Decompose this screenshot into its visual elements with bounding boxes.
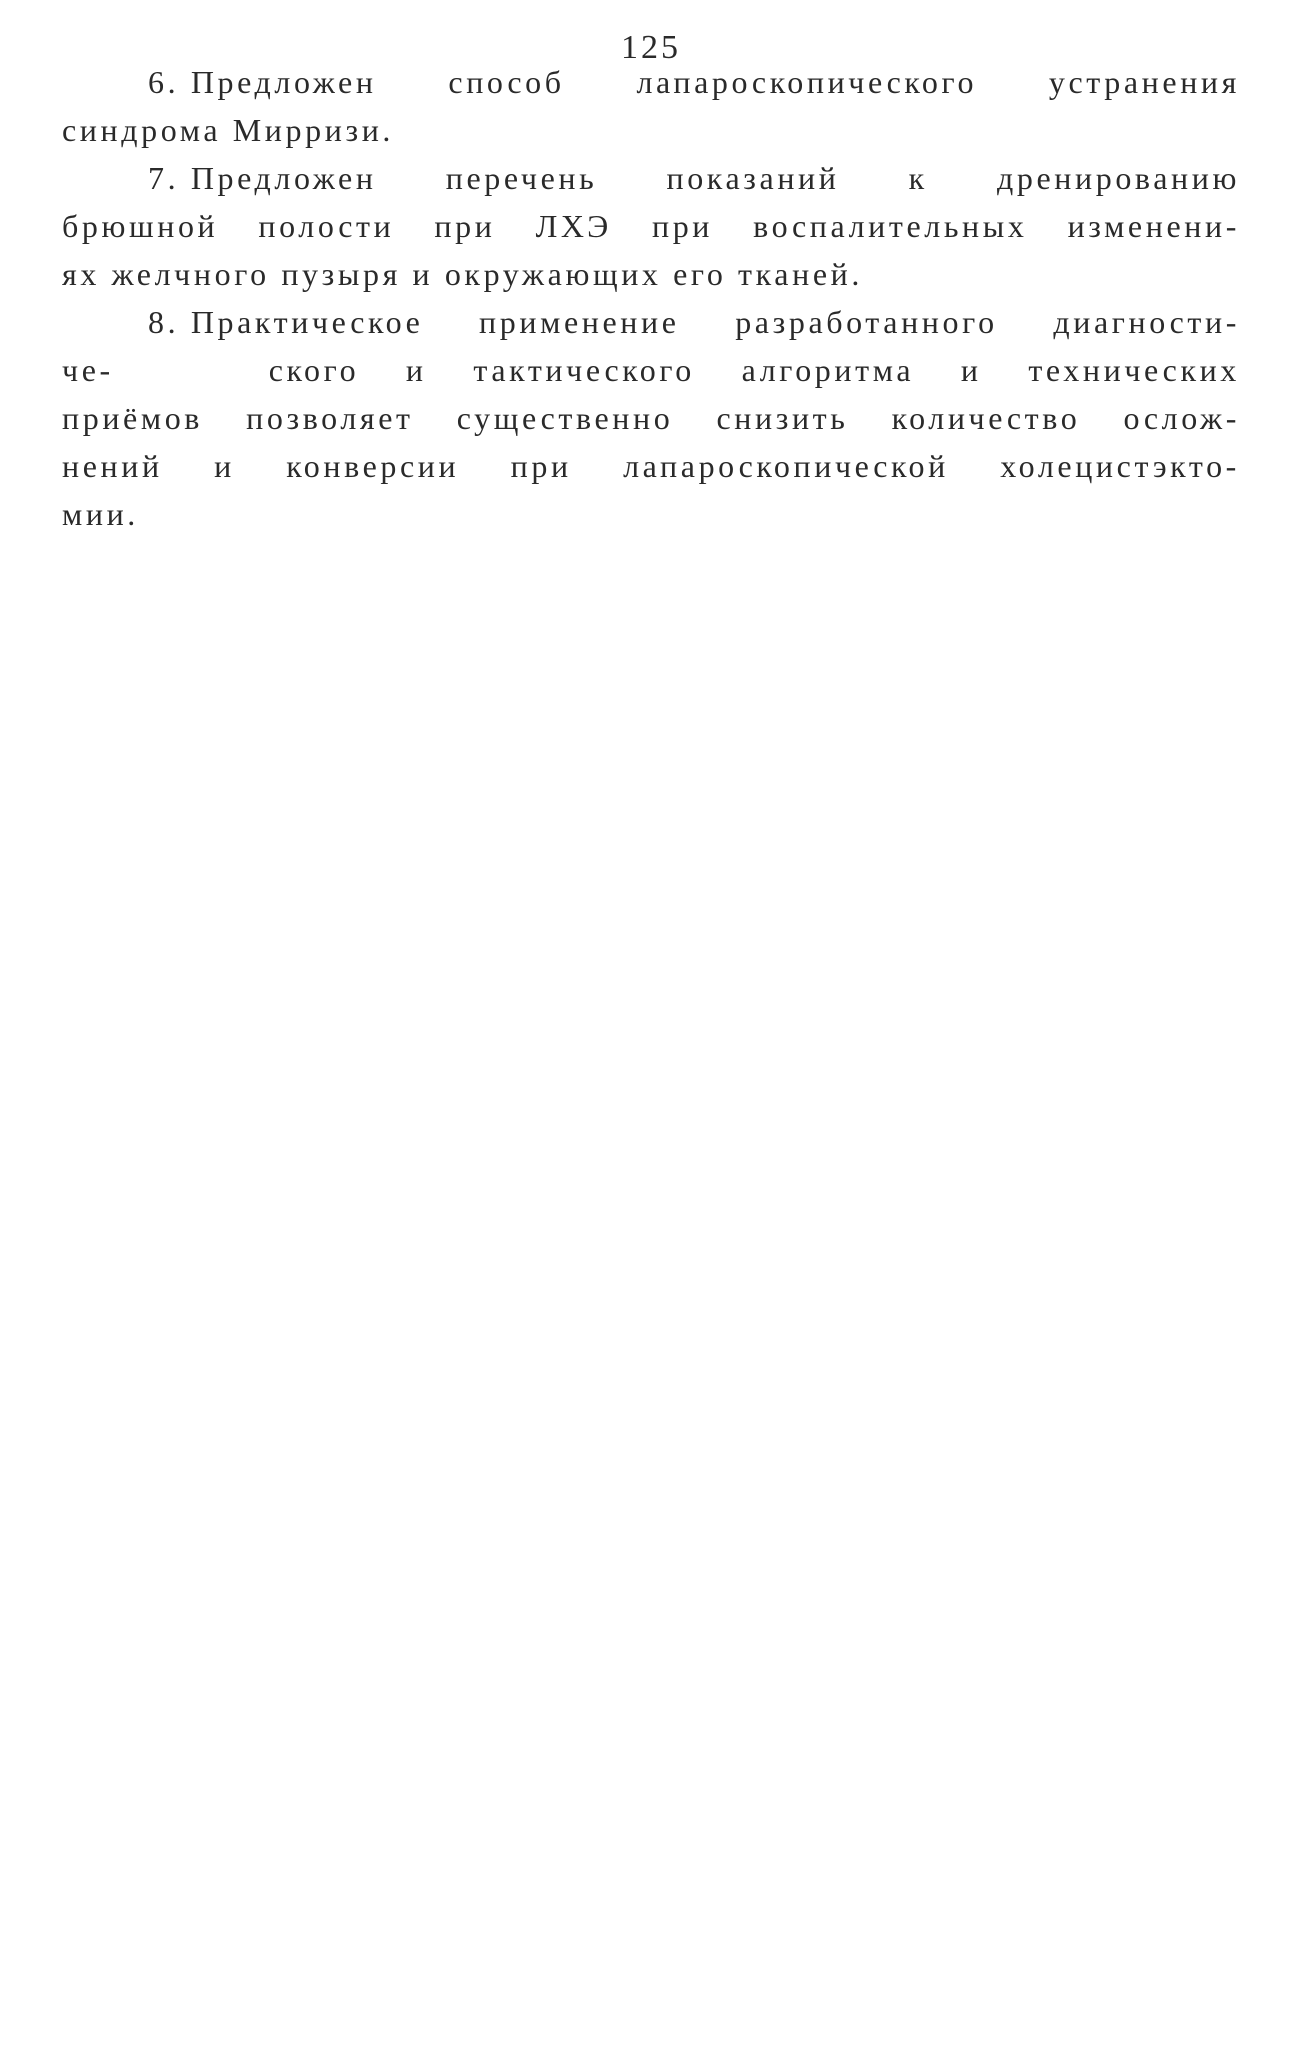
item-7-text: 7. Предложен [148,160,377,196]
word: алгоритма [741,352,915,388]
word: показаний [666,160,840,196]
word: ского [268,352,360,388]
text-run: синдрома Мирризи. [62,112,395,148]
item-8-line-3 [62,396,1240,440]
word: холецистэкто- [1000,448,1240,484]
item-7-line-1 [148,156,1240,200]
word: дренированию [997,160,1240,196]
word: че- [62,352,114,388]
word: перечень [445,160,598,196]
item-8-line-4 [62,444,1240,488]
word: количество [891,400,1081,436]
item-6-line-1 [148,60,1240,104]
item-8-line-2 [62,348,1240,392]
item-8-text: 8. Практическое [148,304,424,340]
item-8-line-5 [62,492,1240,536]
word: при [510,448,572,484]
word: при [651,208,714,244]
item-8-line-1 [148,300,1240,344]
word: конверсии [286,448,460,484]
word: и [960,352,982,388]
word: разработанного [735,304,998,340]
word: тактического [473,352,695,388]
page-number: 125 [621,29,681,66]
word: лапароскопического [636,64,978,100]
word: воспалительных [753,208,1028,244]
item-7-line-3 [62,252,1240,296]
text-run: ях желчного пузыря и окружающих его тканей. [62,256,863,292]
word: снизить [716,400,849,436]
word: к [908,160,928,196]
item-7-line-2 [62,204,1240,248]
word: устранения [1048,64,1240,100]
word: ослож- [1123,400,1240,436]
word: лапароскопической [623,448,949,484]
item-6-line-2 [62,108,1240,152]
word: способ [448,64,565,100]
text-run: мии. [62,496,139,532]
word: существенно [456,400,674,436]
word: технических [1028,352,1240,388]
word: приёмов [62,400,204,436]
word: и [214,448,235,484]
word: применение [479,304,680,340]
word: полости [258,208,395,244]
word: брюшной [62,208,219,244]
word: позволяет [246,400,414,436]
word: нений [62,448,163,484]
word: диагности- [1053,304,1240,340]
item-6-text: 6. Предложен [148,64,377,100]
word: и [405,352,427,388]
word: изменени- [1067,208,1240,244]
word: при [434,208,496,244]
word: ЛХЭ [535,208,612,244]
